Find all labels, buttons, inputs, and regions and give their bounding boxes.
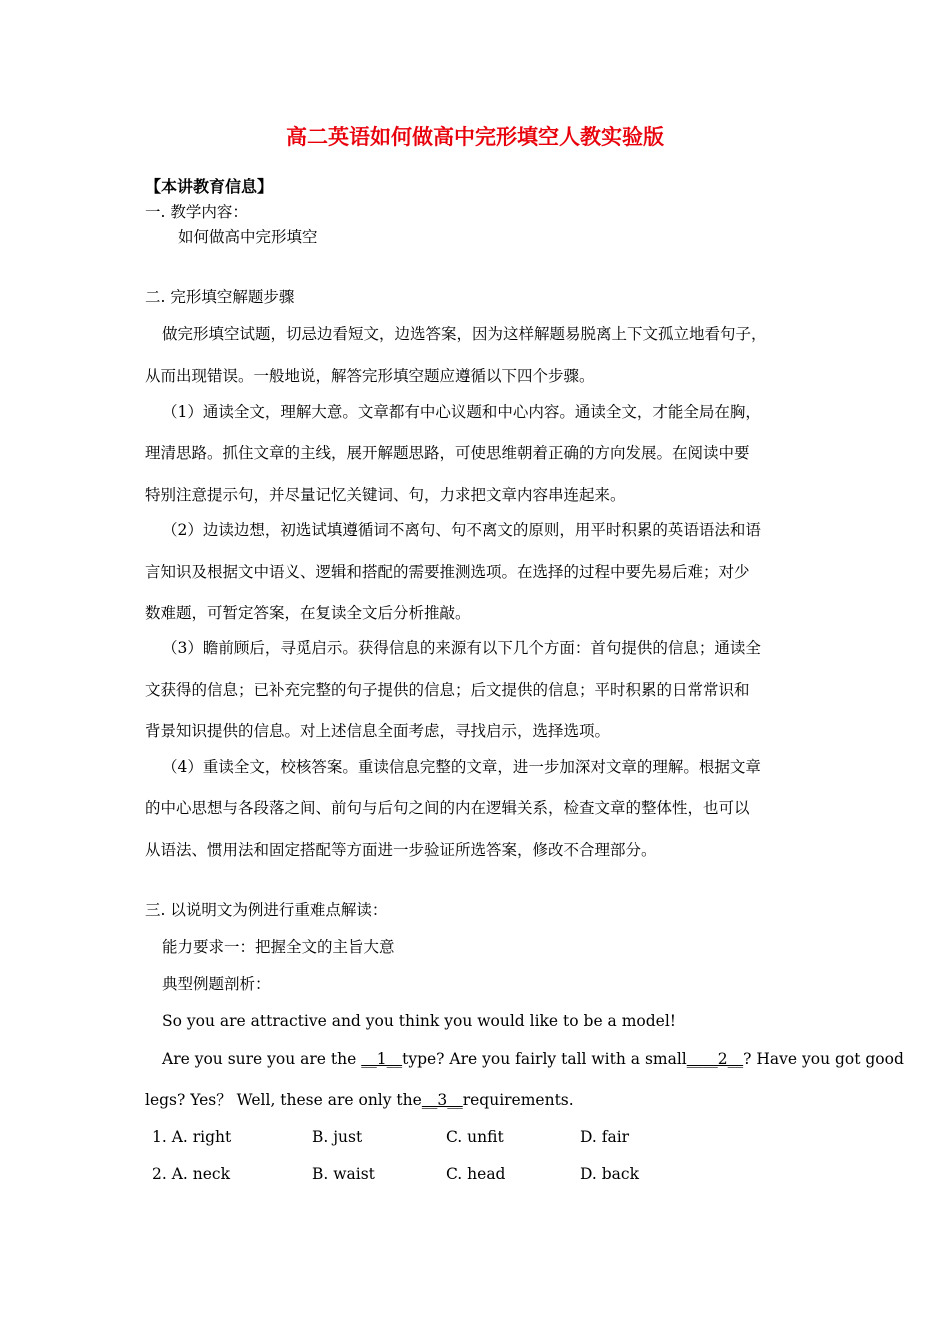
paragraph-line: 文获得的信息；已补充完整的句子提供的信息；后文提供的信息；平时积累的日常常识和 bbox=[145, 681, 750, 699]
blank-3: __3__ bbox=[421, 1091, 463, 1109]
paragraph-line: 从而出现错误。一般地说，解答完形填空题应遵循以下四个步骤。 bbox=[145, 367, 595, 385]
blank-1: __1__ bbox=[361, 1050, 403, 1068]
section1-heading: 一. 教学内容： bbox=[145, 203, 248, 221]
passage-line-2 bbox=[162, 1049, 904, 1069]
section1-content: 如何做高中完形填空 bbox=[178, 228, 318, 246]
paragraph-line: （4）重读全文，校核答案。重读信息完整的文章，进一步加深对文章的理解。根据文章 bbox=[162, 758, 761, 776]
option-d: D. back bbox=[580, 1165, 639, 1183]
option-b: B. just bbox=[312, 1128, 363, 1146]
requirement-line: 能力要求一：把握全文的主旨大意 bbox=[162, 938, 395, 956]
paragraph-line: （1）通读全文，理解大意。文章都有中心议题和中心内容。通读全文，才能全局在胸， bbox=[162, 403, 761, 421]
passage-text: Are you sure you are the bbox=[162, 1050, 362, 1068]
paragraph-line: 特别注意提示句，并尽量记忆关键词、句，力求把文章内容串连起来。 bbox=[145, 486, 626, 504]
passage-text: type? Are you fairly tall with a small bbox=[402, 1050, 687, 1068]
option-a: 1. A. right bbox=[152, 1128, 232, 1146]
section2-heading: 二. 完形填空解题步骤 bbox=[145, 288, 295, 306]
paragraph-line: （2）边读边想，初选试填遵循词不离句、句不离文的原则，用平时积累的英语语法和语 bbox=[162, 521, 761, 539]
option-d: D. fair bbox=[580, 1128, 630, 1146]
paragraph-line: 理清思路。抓住文章的主线，展开解题思路，可使思维朝着正确的方向发展。在阅读中要 bbox=[145, 444, 750, 462]
option-a: 2. A. neck bbox=[152, 1165, 230, 1183]
option-c: C. unfit bbox=[446, 1128, 504, 1146]
option-b: B. waist bbox=[312, 1165, 375, 1183]
passage-text: requirements. bbox=[462, 1091, 574, 1109]
document-title: 高二英语如何做高中完形填空人教实验版 bbox=[286, 124, 664, 149]
option-c: C. head bbox=[446, 1165, 506, 1183]
info-header: 【本讲教育信息】 bbox=[145, 177, 274, 196]
paragraph-line: 的中心思想与各段落之间、前句与后句之间的内在逻辑关系，检查文章的整体性，也可以 bbox=[145, 799, 750, 817]
passage-text: legs? Yes？ Well, these are only the bbox=[145, 1091, 422, 1109]
paragraph-line: （3）瞻前顾后，寻觅启示。获得信息的来源有以下几个方面：首句提供的信息；通读全 bbox=[162, 639, 761, 657]
section3-heading: 三. 以说明文为例进行重难点解读： bbox=[145, 901, 388, 919]
paragraph-line: 数难题，可暂定答案，在复读全文后分析推敲。 bbox=[145, 604, 471, 622]
paragraph-line: 做完形填空试题，切忌边看短文，边选答案，因为这样解题易脱离上下文孤立地看句子， bbox=[162, 325, 767, 343]
blank-2: ____2__ bbox=[686, 1050, 744, 1068]
paragraph-line: 从语法、惯用法和固定搭配等方面进一步验证所选答案，修改不合理部分。 bbox=[145, 841, 657, 859]
paragraph-line: 言知识及根据文中语义、逻辑和搭配的需要推测选项。在选择的过程中要先易后难；对少 bbox=[145, 563, 750, 581]
passage-line-3 bbox=[145, 1090, 574, 1110]
passage-line-1: So you are attractive and you think you would like to be a model! bbox=[162, 1012, 677, 1030]
passage-text: ? Have you got good bbox=[743, 1050, 904, 1068]
example-heading: 典型例题剖析： bbox=[162, 975, 271, 993]
paragraph-line: 背景知识提供的信息。对上述信息全面考虑，寻找启示，选择选项。 bbox=[145, 722, 611, 740]
